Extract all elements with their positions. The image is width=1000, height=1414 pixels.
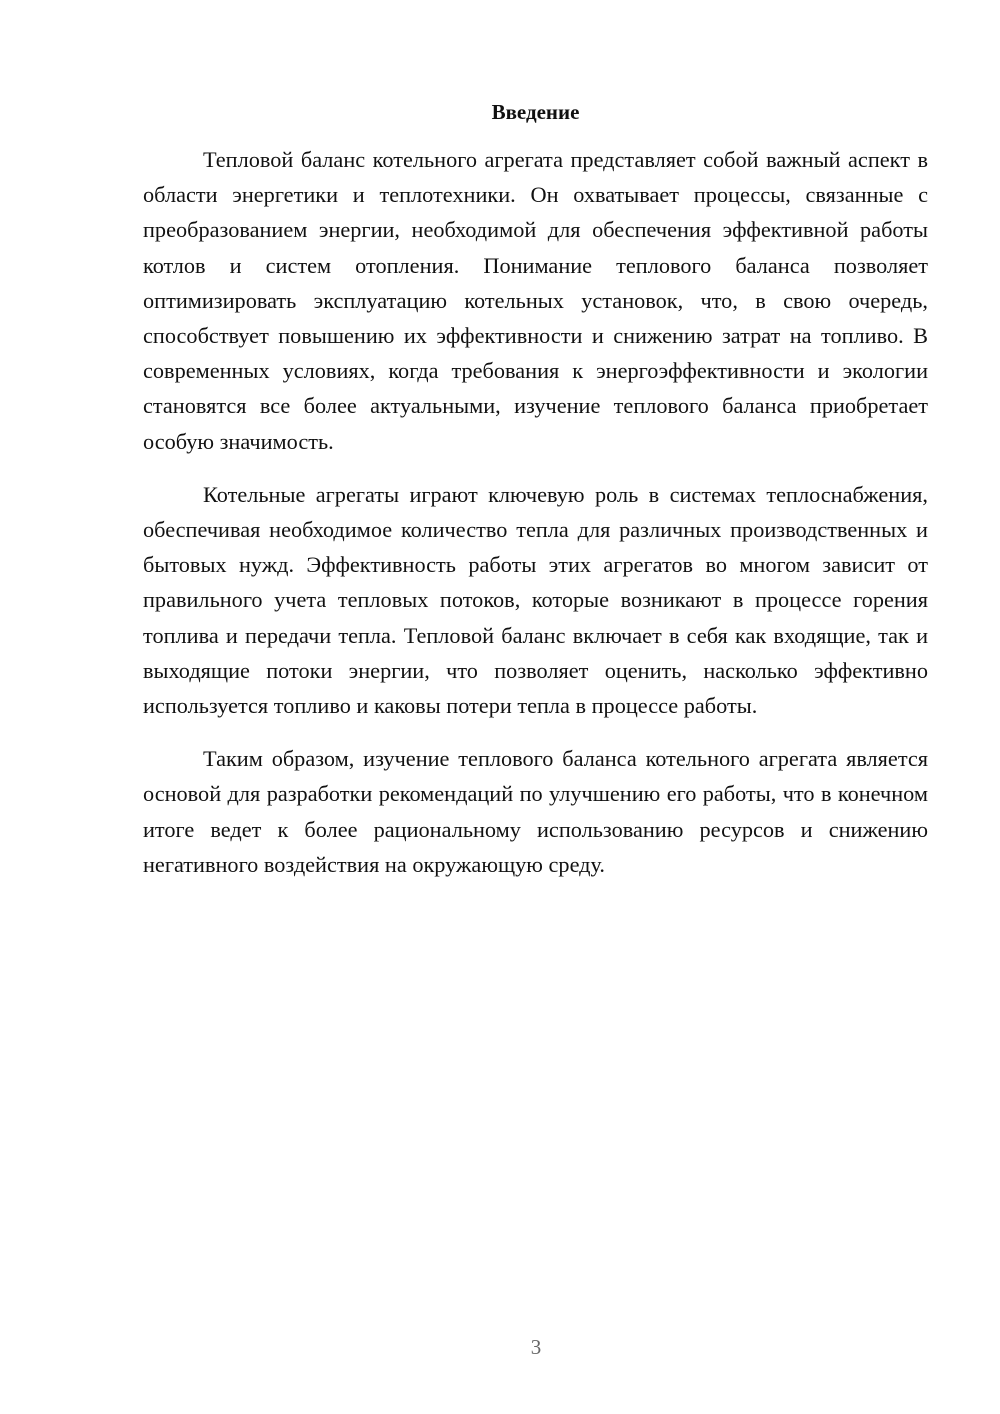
paragraph-3: Таким образом, изучение теплового баланса котельного агрегата является основой для разработки рекомендаций по улучшению его работы, что в конечном итоге ведет к более рациональному использованию ресурсов и снижению негативного воздействия на окружающую среду. — [143, 746, 928, 877]
section-heading: Введение — [491, 100, 580, 124]
body-text — [143, 142, 928, 900]
page-number: 3 — [530, 1335, 542, 1359]
paragraph-1: Тепловой баланс котельного агрегата представляет собой важный аспект в области энергетики и теплотехники. Он охватывает процессы, связанные с преобразованием энергии, необходимой для обеспечения эффективной работы котлов и систем отопления. Понимание теплового баланса позволяет оптимизировать эксплуатацию котельных установок, что, в свою очередь, способствует повышению их эффективности и снижению затрат на топливо. В современных условиях, когда требования к энергоэффективности и экологии становятся все более актуальными, изучение теплового баланса приобретает особую значимость. — [143, 147, 928, 454]
paragraph-2: Котельные агрегаты играют ключевую роль в системах теплоснабжения, обеспечивая необходимое количество тепла для различных производственных и бытовых нужд. Эффективность работы этих агрегатов во многом зависит от правильного учета тепловых потоков, которые возникают в процессе горения топлива и передачи тепла. Тепловой баланс включает в себя как входящие, так и выходящие потоки энергии, что позволяет оценить, насколько эффективно используется топливо и каковы потери тепла в процессе работы. — [143, 481, 928, 719]
